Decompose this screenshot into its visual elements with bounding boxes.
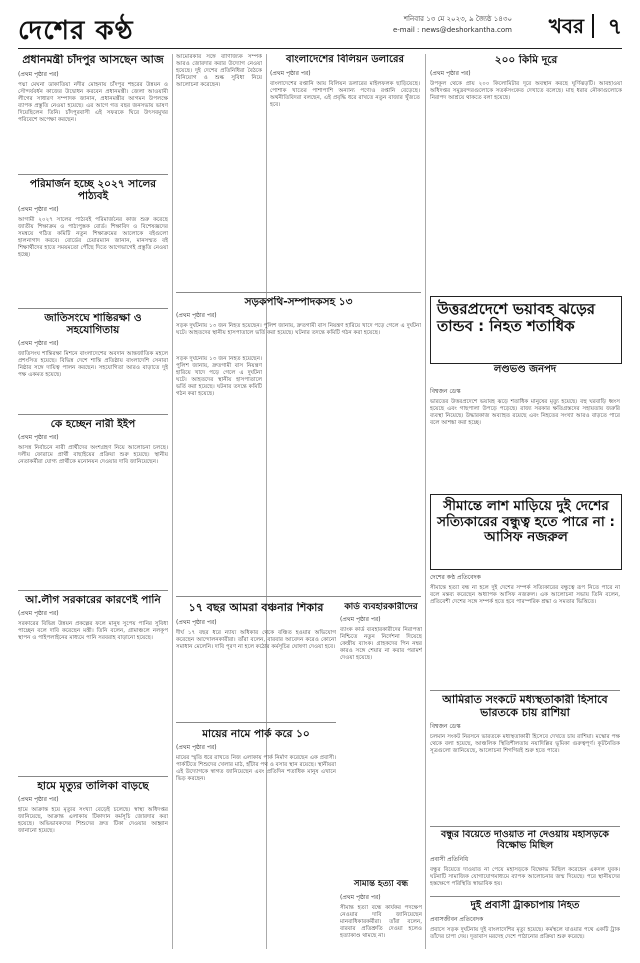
body-text: হামে আক্রান্ত হয়ে মৃত্যুর সংখ্যা বেড়েই চলেছে। স্বাস্থ্য অধিদপ্তর জানিয়েছে, আক্রান্ত এলাকায় টিকাদান কর্মসূচি জোরদার করা হয়েছে। অভিভাবকদের শিশুদের দ্রুত টিকা দেওয়ার আহ্বান জানানো হয়েছে। bbox=[18, 807, 168, 835]
headline: হামে মৃত্যুর তালিকা বাড়ছে bbox=[37, 780, 149, 792]
byline: (প্রথম পৃষ্ঠার পর) bbox=[18, 610, 59, 618]
body-text: সড়ক দুর্ঘটনায় ১৩ জন নিহত হয়েছেন। পুলিশ জানায়, দ্রুতগামী বাস নিয়ন্ত্রণ হারিয়ে খাদে পড়ে গেলে এ দুর্ঘটনা ঘটে। আহতদের স্থানীয় হাসপাতালে ভর্তি করা হয়েছে। ঘটনার তদন্তে কমিটি গঠন করা হয়েছে। bbox=[176, 356, 262, 397]
article-divider bbox=[430, 896, 620, 897]
body-text: ব্যাংক কার্ড ব্যবহারকারীদের নিরাপত্তা নিশ্চিতে নতুন নির্দেশনা দিয়েছে কেন্দ্রীয় ব্যাংক। গ্রাহকদের পিন নম্বর কারও সঙ্গে শেয়ার না করার পরামর্শ দেওয়া হয়েছে। bbox=[340, 627, 422, 662]
headline: দুই প্রবাসী ট্রাকচাপায় নিহত bbox=[470, 900, 580, 911]
masthead-meta bbox=[393, 14, 512, 36]
article-wedding-protest[interactable] bbox=[430, 830, 620, 894]
headline: প্রধানমন্ত্রী চাঁদপুর আসছেন আজ bbox=[22, 54, 164, 66]
article-divider bbox=[18, 590, 168, 591]
byline: (প্রথম পৃষ্ঠার পর) bbox=[176, 618, 217, 626]
body-text: সরকারের বিভিন্ন উন্নয়ন প্রকল্পের ফলে মানুষ সুপেয় পানির সুবিধা পাচ্ছেন বলে দাবি করেছেন মন্ত্রী। তিনি বলেন, গ্রামাঞ্চলে নলকূপ স্থাপন ও পাইপলাইনের মাধ্যমে পানি সরবরাহ বাড়ানো হয়েছে। bbox=[18, 621, 168, 642]
page-number: ৭ bbox=[607, 15, 622, 40]
article-russia-india[interactable] bbox=[430, 694, 620, 824]
article-200km[interactable] bbox=[430, 54, 622, 294]
body-text: সড়ক দুর্ঘটনায় ১৩ জন নিহত হয়েছেন। পুলিশ জানায়, দ্রুতগামী বাস নিয়ন্ত্রণ হারিয়ে খাদে পড়ে গেলে এ দুর্ঘটনা ঘটে। আহতদের স্থানীয় হাসপাতালে ভর্তি করা হয়েছে। ঘটনার তদন্তে কমিটি গঠন করা হয়েছে। bbox=[176, 323, 421, 337]
headline: ১৭ বছর আমরা বঞ্চনার শিকার bbox=[188, 602, 324, 614]
headline: আ.লীগ সরকারের কারণেই পানি bbox=[25, 594, 161, 606]
body-text: সীমান্তে হত্যা বন্ধ না হলে দুই দেশের সম্পর্ক সত্যিকারের বন্ধুত্বে রূপ নিতে পারে না বলে মন্তব্য করেছেন অধ্যাপক আসিফ নজরুল। এক আলোচনা সভায় তিনি বলেন, প্রতিবেশী দেশের সঙ্গে সম্পর্ক হতে হবে পারস্পরিক শ্রদ্ধা ও সমতার ভিত্তিতে। bbox=[430, 585, 620, 605]
article-17-years[interactable] bbox=[176, 602, 336, 720]
article-up-storm-subhead bbox=[430, 364, 620, 384]
article-divider bbox=[18, 308, 168, 309]
body-text: দীর্ঘ ১৭ বছর ধরে ন্যায্য অধিকার থেকে বঞ্চিত হওয়ার অভিযোগ করেছেন আন্দোলনকারীরা। তাঁরা বলেন, বারবার আবেদন করেও কোনো সমাধান মেলেনি। দাবি পূরণ না হলে কঠোর কর্মসূচির ঘোষণা দেওয়া হবে। bbox=[176, 629, 336, 650]
headline: উত্তরপ্রদেশে ভয়াবহ ঝড়ের তান্ডব : নিহত শতাধিক bbox=[437, 300, 596, 336]
article-women-candidate[interactable] bbox=[18, 418, 168, 588]
body-text: প্রবাসে সড়ক দুর্ঘটনায় দুই বাংলাদেশির মৃত্যু হয়েছে। কর্মস্থলে যাওয়ার পথে একটি ট্রাক তাঁদের চাপা দেয়। দূতাবাস মরদেহ দেশে পাঠানোর প্রক্রিয়া শুরু করেছে। bbox=[430, 926, 620, 940]
column-rule bbox=[172, 54, 173, 949]
byline: বিশ্বজন ডেস্ক bbox=[430, 723, 461, 731]
byline: বিশ্বজন ডেস্ক bbox=[430, 388, 461, 395]
article-divider bbox=[430, 826, 620, 827]
article-divider bbox=[176, 722, 336, 723]
body-text: পদ্মা মেঘনা ডাকাতিয়া নদীর মোহনায় চাঁদপুর শহরের উন্নয়ন ও সৌন্দর্যবর্ধন কাজের উদ্বোধন করবেন প্রধানমন্ত্রী। জেলা আওয়ামী লীগের সাধারণ সম্পাদক জানান, প্রধানমন্ত্রীর আগমন উপলক্ষে ব্যাপক প্রস্তুতি নেওয়া হয়েছে। এর আগে গত বছর জনসভায় ভাষণ দিয়েছিলেন তিনি। চাঁদপুরবাসী এই সফরকে ঘিরে উৎসবমুখর পরিবেশে অপেক্ষা করছেন। bbox=[18, 81, 168, 123]
byline: (প্রথম পৃষ্ঠার পর) bbox=[270, 69, 311, 77]
headline: মায়ের নামে পার্ক করে ১০ bbox=[202, 728, 310, 740]
article-divider bbox=[18, 776, 168, 777]
headline-box-up-storm[interactable] bbox=[430, 296, 622, 364]
byline: (প্রথম পৃষ্ঠার পর) bbox=[340, 893, 381, 901]
headline: পরিমার্জন হচ্ছে ২০২৭ সালের পাঠ্যবই bbox=[29, 178, 157, 203]
contact-email: e-mail : news@deshorkantha.com bbox=[392, 26, 512, 34]
headline: কে হচ্ছেন নারী ইইপ bbox=[50, 418, 136, 430]
body-text: উপকূল থেকে প্রায় ২০০ কিলোমিটার দূরে অবস্থান করছে ঘূর্ণিঝড়টি। আবহাওয়া অধিদপ্তর সমুদ্রবন্দরগুলোকে সতর্কসংকেত দেখাতে বলেছে। মাছ ধরার নৌকাগুলোকে নিরাপদ আশ্রয়ে থাকতে বলা হয়েছে। bbox=[430, 81, 622, 102]
byline: (প্রথম পৃষ্ঠার পর) bbox=[176, 744, 217, 752]
subheadline: লণ্ডভণ্ড জনপদ bbox=[493, 364, 557, 375]
body-text: ভারতের উত্তরপ্রদেশে ভয়াবহ ঝড়ে শতাধিক মানুষের মৃত্যু হয়েছে। বহু ঘরবাড়ি ধ্বংস হয়েছে এবং গাছপালা উপড়ে পড়েছে। রাজ্য সরকার ক্ষতিগ্রস্তদের সহায়তায় জরুরি ব্যবস্থা নিয়েছে। উদ্ধারকাজ অব্যাহত রয়েছে এবং নিহতের সংখ্যা আরও বাড়তে পারে বলে আশঙ্কা করা হচ্ছে। bbox=[430, 399, 620, 426]
article-divider bbox=[18, 174, 168, 175]
headline: সীমান্তে লাশ মাড়িয়ে দুই দেশের সত্যিকারের বন্ধুত্ব হতে পারে না : আসিফ নজরুল bbox=[437, 498, 615, 546]
article-un-peacekeeping[interactable] bbox=[18, 312, 168, 412]
headline: ২০০ কিমি দূরে bbox=[494, 54, 558, 66]
article-border-killing-stop[interactable] bbox=[340, 880, 422, 948]
body-text: বন্ধুর বিয়েতে দাওয়াত না পেয়ে মহাসড়কে বিক্ষোভ মিছিল করেছেন একদল যুবক। ঘটনাটি সামাজিক যোগাযোগমাধ্যমে ব্যাপক আলোচনার জন্ম দিয়েছে। পরে স্থানীয়দের হস্তক্ষেপে পরিস্থিতি স্বাভাবিক হয়। bbox=[430, 866, 620, 887]
article-pm-visit[interactable] bbox=[18, 54, 168, 172]
byline: (প্রথম পৃষ্ঠার পর) bbox=[18, 206, 59, 214]
headline: আমিরাত সংকটে মধ্যস্থতাকারী হিসাবে ভারতকে চায় রাশিয়া bbox=[442, 694, 608, 719]
article-mothers-park[interactable] bbox=[176, 728, 336, 948]
byline: (প্রথম পৃষ্ঠার পর) bbox=[430, 70, 471, 78]
byline: (প্রথম পৃষ্ঠার পর) bbox=[18, 70, 59, 78]
headline: সীমান্ত হত্যা বন্ধ bbox=[353, 880, 409, 889]
column-rule bbox=[425, 54, 426, 949]
article-textbook-revision[interactable] bbox=[18, 178, 168, 306]
body-text: মায়ের স্মৃতি ধরে রাখতে নিজ এলাকায় পার্ক নির্মাণ করেছেন এক প্রবাসী। পার্কটিতে শিশুদের খেলার মাঠ, হাঁটার পথ ও বসার স্থান রয়েছে। স্থানীয়রা এই উদ্যোগকে স্বাগত জানিয়েছেন এবং প্রতিদিন শতাধিক মানুষ এখানে ভিড় করছেন। bbox=[176, 755, 336, 783]
body-text: চলমান সংকট নিরসনে ভারতকে মধ্যস্থতাকারী হিসেবে দেখতে চায় রাশিয়া। মস্কোর পক্ষ থেকে বলা হয়েছে, আঞ্চলিক স্থিতিশীলতায় নয়াদিল্লির ভূমিকা গুরুত্বপূর্ণ। কূটনৈতিক সূত্রগুলো জানিয়েছে, আলোচনা শিগগিরই শুরু হতে পারে। bbox=[430, 734, 620, 755]
headline: বন্ধুর বিয়েতে দাওয়াত না দেওয়ায় মহাসড়কে বিক্ষোভ মিছিল bbox=[441, 830, 609, 851]
byline: প্রবাসজীবন প্রতিবেদক bbox=[430, 915, 484, 923]
article-divider bbox=[176, 292, 421, 293]
article-divider bbox=[176, 596, 421, 597]
byline: প্রবাসী প্রতিনিধি bbox=[430, 855, 469, 863]
body-text: বাংলাদেশের রপ্তানি আয় বিলিয়ন ডলারের মাইলফলক ছাড়িয়েছে। পোশাক খাতের পাশাপাশি অন্যান্য পণ্যেও রপ্তানি বেড়েছে। অর্থনীতিবিদরা বলছেন, এই প্রবৃদ্ধি ধরে রাখতে নতুন বাজার খুঁজতে হবে। bbox=[270, 80, 420, 108]
body-text: জাতিসংঘ শান্তিরক্ষা মিশনে বাংলাদেশের অবদান আন্তর্জাতিক মহলে প্রশংসিত হয়েছে। বিভিন্ন দেশে শান্তি প্রতিষ্ঠায় বাংলাদেশি সেনারা নিষ্ঠার সঙ্গে দায়িত্ব পালন করছেন। সহযোগিতা আরও বাড়াতে দুই পক্ষ একমত হয়েছে। bbox=[18, 351, 168, 379]
byline: (প্রথম পৃষ্ঠার পর) bbox=[18, 796, 59, 804]
article-expats-killed[interactable] bbox=[430, 900, 620, 950]
headline: বাংলাদেশের বিলিয়ন ডলারের bbox=[285, 54, 405, 65]
headline: জাতিসংঘে শান্তিরক্ষা ও সহযোগিতায় bbox=[44, 312, 142, 337]
body-text: সীমান্ত হত্যা বন্ধে কার্যকর পদক্ষেপ নেওয়ার দাবি জানিয়েছেন মানবাধিকারকর্মীরা। তাঁরা বলেন, বারবার প্রতিশ্রুতি দেওয়া হলেও হত্যাকাণ্ড থামছে না। bbox=[340, 904, 422, 939]
article-border-killing[interactable] bbox=[430, 570, 620, 688]
byline: (প্রথম পৃষ্ঠার পর) bbox=[18, 434, 59, 442]
article-up-storm[interactable] bbox=[430, 384, 620, 492]
issue-date: শনিবার ১৩ মে ২০২৩, ৯ জ্যৈষ্ঠ ১৪৩০ bbox=[403, 15, 512, 23]
newspaper-logo: দেশের কণ্ঠ bbox=[18, 16, 134, 46]
body-text: আগামী ২০২৭ সালের পাঠ্যবই পরিমার্জনের কাজ শুরু করেছে জাতীয় শিক্ষাক্রম ও পাঠ্যপুস্তক বোর্ড। শিক্ষাবিদ ও বিশেষজ্ঞদের সমন্বয়ে গঠিত কমিটি নতুন শিক্ষাক্রমের আলোকে বইগুলো হালনাগাদ করবে। বোর্ডের চেয়ারম্যান জানান, মানসম্মত বই শিক্ষার্থীদের হাতে সময়মতো পৌঁছে দিতে আগেভাগেই প্রস্তুতি নেওয়া হচ্ছে। bbox=[18, 217, 168, 259]
byline: (প্রথম পৃষ্ঠার পর) bbox=[18, 340, 59, 348]
article-divider bbox=[18, 414, 168, 415]
byline: (প্রথম পৃষ্ঠার পর) bbox=[340, 616, 381, 624]
byline: দেশের কণ্ঠ প্রতিবেদক bbox=[430, 574, 481, 581]
article-continuation-2[interactable] bbox=[176, 356, 262, 596]
headline: কার্ড ব্যবহারকারীদের bbox=[344, 602, 418, 612]
masthead bbox=[18, 8, 622, 49]
article-water-supply[interactable] bbox=[18, 594, 168, 774]
byline: (প্রথম পৃষ্ঠার পর) bbox=[176, 312, 217, 320]
article-divider bbox=[430, 690, 620, 691]
section-name: খবর bbox=[548, 14, 584, 38]
body-text: আসন্ন নির্বাচনে নারী প্রার্থীদের অংশগ্রহণ নিয়ে আলোচনা চলছে। দলীয় ফোরামে প্রার্থী বাছাইয়ের প্রক্রিয়া শুরু হয়েছে। স্থানীয় নেতাকর্মীরা যোগ্য প্রার্থীকে মনোনয়ন দেওয়ার দাবি জানিয়েছেন। bbox=[18, 445, 168, 466]
article-billion-dollar[interactable] bbox=[270, 54, 420, 290]
masthead-separator bbox=[592, 14, 594, 38]
body-text: আমেরিকার সঙ্গে বাণিজ্যিক সম্পর্ক আরও জোরদার করার উদ্যোগ নেওয়া হয়েছে। দুই দেশের প্রতিনিধিরা বৈঠকে বিনিয়োগ ও শুল্ক সুবিধা নিয়ে আলোচনা করেছেন। bbox=[176, 54, 262, 88]
headline: সড়কপথি-সম্পাদকসহ ১৩ bbox=[244, 296, 353, 308]
article-measles-deaths[interactable] bbox=[18, 780, 168, 948]
headline-box-border-killing[interactable] bbox=[430, 494, 622, 570]
